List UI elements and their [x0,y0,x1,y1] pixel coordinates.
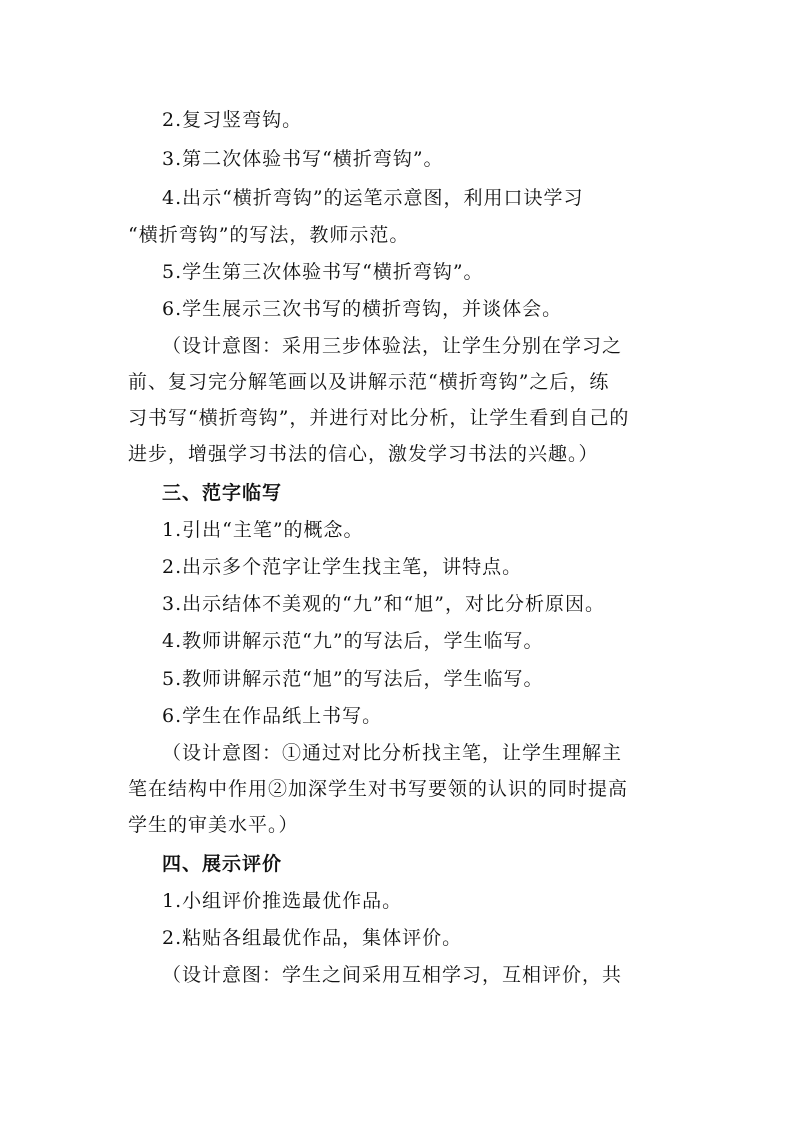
design-intent-1-line-3: 习书写“横折弯钩”，并进行对比分析，让学生看到自己的 [128,407,630,429]
text-line-22: 1.小组评价推选最优作品。 [162,890,403,912]
text-line-14: 4.教师讲解示范“九”的写法后，学生临写。 [162,630,544,652]
design-intent-3-line-1: （设计意图：学生之间采用互相学习，互相评价，共 [162,964,623,986]
text-line-2: 3.第二次体验书写“横折弯钩”。 [162,148,444,170]
section-heading-3: 三、范字临写 [162,482,283,504]
text-line-6: 6.学生展示三次书写的横折弯钩，并谈体会。 [162,298,563,320]
design-intent-2-line-2: 笔在结构中作用②加深学生对书写要领的认识的同时提高 [128,778,629,800]
text-line-1: 2.复习竖弯钩。 [162,109,303,131]
text-line-12: 2.出示多个范字让学生找主笔，讲特点。 [162,556,523,578]
text-line-5: 5.学生第三次体验书写“横折弯钩”。 [162,261,484,283]
text-line-3: 4.出示“横折弯钩”的运笔示意图，利用口诀学习 [162,187,584,209]
text-line-13: 3.出示结体不美观的“九”和“旭”，对比分析原因。 [162,593,605,615]
design-intent-2-line-3: 学生的审美水平。） [128,814,299,836]
text-line-11: 1.引出“主笔”的概念。 [162,519,364,541]
design-intent-1-line-4: 进步，增强学习书法的信心，激发学习书法的兴趣。） [128,443,599,465]
text-line-15: 5.教师讲解示范“旭”的写法后，学生临写。 [162,668,544,690]
text-line-16: 6.学生在作品纸上书写。 [162,705,383,727]
text-line-23: 2.粘贴各组最优作品，集体评价。 [162,927,463,949]
design-intent-2-line-1: （设计意图：①通过对比分析找主笔，让学生理解主 [162,742,623,764]
design-intent-1-line-2: 前、复习完分解笔画以及讲解示范“横折弯钩”之后，练 [128,371,610,393]
section-heading-4: 四、展示评价 [162,853,283,875]
text-line-4: “横折弯钩”的写法，教师示范。 [128,224,410,246]
design-intent-1-line-1: （设计意图：采用三步体验法，让学生分别在学习之 [162,335,623,357]
